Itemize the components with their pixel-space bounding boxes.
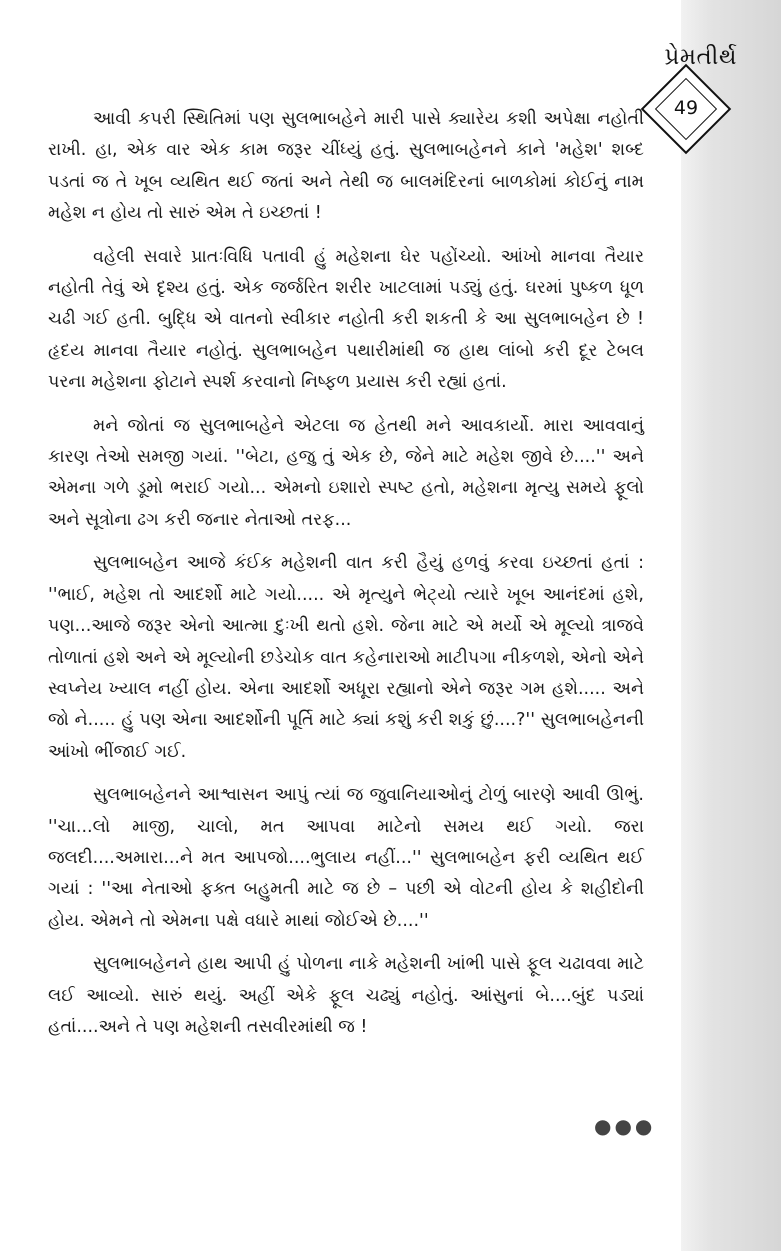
paragraph-2: વહેલી સવારે પ્રાતઃવિધિ પતાવી હું મહેશના ઘેર પહોંચ્યો. આંખો માનવા તૈયાર નહોતી તેવું એ દૃશ્ય હતું. એક જર્જરિત શરીર ખાટલામાં પડ્યું હતું. ઘરમાં પુષ્કળ ધૂળ ચઢી ગઈ હતી. બુદ્ધિ એ વાતનો સ્વીકાર નહોતી કરી શકતી કે આ સુલભાબહેન છે ! હૃદય માનવા તૈયાર નહોતું. સુલભાબહેન પથારીમાંથી જ હાથ લાંબો કરી દૂર ટેબલ પરના મહેશના ફોટાને સ્પર્શ કરવાનો નિષ્ફળ પ્રયાસ કરી રહ્યાં હતાં. xyxy=(48,246,644,393)
paragraph-3: મને જોતાં જ સુલભાબહેને એટલા જ હેતથી મને આવકાર્યો. મારા આવવાનું કારણ તેઓ સમજી ગયાં. ''બેટા, હજુ તું એક છે, જેને માટે મહેશ જીવે છે....'' અને એમના ગળે ડૂમો ભરાઈ ગયો... એમનો ઇશારો સ્પષ્ટ હતો, મહેશના મૃત્યુ સમયે ફૂલો અને સૂત્રોના ઢગ કરી જનાર નેતાઓ તરફ... xyxy=(48,415,644,530)
body-text xyxy=(48,104,644,1055)
chapter-end-mark: ●●● xyxy=(594,1114,656,1138)
paragraph-5: સુલભાબહેનને આશ્વાસન આપું ત્યાં જ જુવાનિયાઓનું ટોળું બારણે આવી ઊભું. ''ચા...લો માજી, ચાલો, મત આપવા માટેનો સમય થઈ ગયો. જરા જલદી....અમારા...ને મત આપજો....ભુલાય નહીં...'' સુલભાબહેન ફરી વ્યથિત થઈ ગયાં : ''આ નેતાઓ ફક્ત બહુમતી માટે જ છે – પછી એ વોટની હોય કે શહીદોની હોય. એમને તો એમના પક્ષે વધારે માથાં જોઈએ છે....'' xyxy=(48,785,644,931)
paragraph-1: આવી કપરી સ્થિતિમાં પણ સુલભાબહેને મારી પાસે ક્યારેય કશી અપેક્ષા નહોતી રાખી. હા, એક વાર એક કામ જરૂર ચીંધ્યું હતું. સુલભાબહેનને કાને 'મહેશ' શબ્દ પડતાં જ તે ખૂબ વ્યથિત થઈ જતાં અને તેથી જ બાલમંદિરનાં બાળકોમાં કોઈનું નામ મહેશ ન હોય તો સારું એમ તે ઇચ્છતાં ! xyxy=(48,109,644,224)
paragraph-6: સુલભાબહેનને હાથ આપી હું પોળના નાકે મહેશની ખાંભી પાસે ફૂલ ચઢાવવા માટે લઈ આવ્યો. સારું થયું. અહીં એકે ફૂલ ચઢ્યું નહોતું. આંસુનાં બે....બુંદ પડ્યાં હતાં....અને તે પણ મહેશની તસવીરમાંથી જ ! xyxy=(48,954,644,1037)
running-header-title: પ્રેમતીર્થ xyxy=(664,44,737,70)
paragraph-4: સુલભાબહેન આજે કંઈક મહેશની વાત કરી હૈયું હળવું કરવા ઇચ્છતાં હતાં : ''ભાઈ, મહેશ તો આદર્શો માટે ગયો..... એ મૃત્યુને ભેટ્યો ત્યારે ખૂબ આનંદમાં હશે, પણ...આજે જરૂર એનો આત્મા દુઃખી થતો હશે. જેના માટે એ મર્યો એ મૂલ્યો ત્રાજવે તોળાતાં હશે અને એ મૂલ્યોની છડેચોક વાત કહેનારાઓ માટીપગા નીકળશે, એનો એને સ્વપ્નેય ખ્યાલ નહીં હોય. એના આદર્શો અધૂરા રહ્યાનો એને જરૂર ગમ હશે..... અને જો ને..... હું પણ એના આદર્શોની પૂર્તિ માટે ક્યાં કશું કરી શકું છું....?'' સુલભાબહેનની આંખો ભીંજાઈ ગઈ. xyxy=(48,553,644,762)
page-edge-shadow xyxy=(681,0,781,1251)
page-number: 49 xyxy=(673,97,699,119)
